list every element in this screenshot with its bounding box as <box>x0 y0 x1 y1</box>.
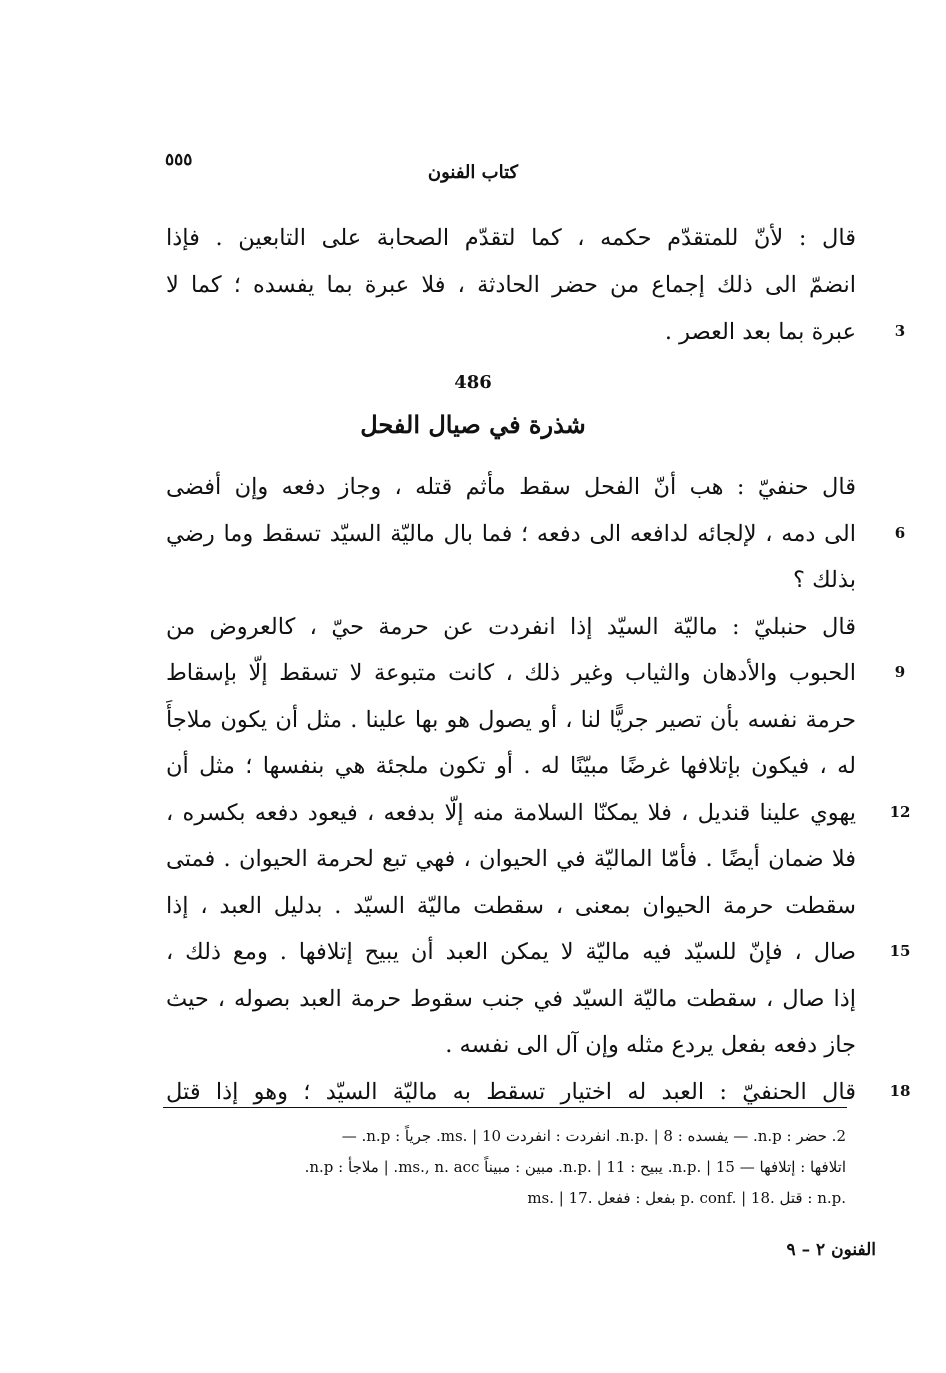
footnote-line: اتلافها : إتلافها — n.p. | 15. يبيح : n.p. | 11. مبين : مبيناً ms., n. acc. | ملاجأ : n.p. <box>304 1158 846 1176</box>
text-line: له ، فيكون بإتلافها غرضًا مبيّنًا له . أو تكون ملجئة هي بنفسها ؛ مثل أن <box>166 753 856 779</box>
footnote-line: 2. حضر : n.p. — يفسده : n.p. | 8. انفردت : انفردت ms. | 10. جرياً : n.p. — <box>341 1127 846 1145</box>
text-line: قال حنفيّ : هب أنّ الفحل سقط مأثم قتله ، وجاز دفعه وإن أفضى <box>166 474 856 500</box>
line-number: 15 <box>889 942 911 960</box>
footnote-rule <box>163 1107 847 1108</box>
text-line: قال حنبليّ : ماليّة السيّد إذا انفردت عن حرمة حيّ ، كالعروض من <box>166 613 856 640</box>
text-line: بذلك ؟ <box>793 567 856 593</box>
text-line: الى دمه ، لإلجائه لدافعه الى دفعه ؛ فما بال ماليّة السيّد تسقط وما رضي <box>166 520 856 547</box>
text-line: يهوي علينا قنديل ، فلا يمكنّا السلامة منه إلّا بدفعه ، فيعود دفعه بكسره ، <box>166 799 856 826</box>
text-line: انضمّ الى ذلك إجماع من حضر الحادثة ، فلا عبرة بما يفسده ؛ كما لا <box>166 272 856 298</box>
line-number: 9 <box>894 663 906 681</box>
text-line: الحبوب والأدهان والثياب وغير ذلك ، كانت متبوعة لا تسقط إلّا بإسقاط <box>166 660 856 686</box>
text-line: عبرة بما بعد العصر . <box>664 319 856 345</box>
footnote-line: ms. | 17. بفعل : ففعل p. conf. | 18. قتل : n.p. <box>527 1189 846 1207</box>
line-number: 12 <box>889 802 911 821</box>
text-line: جاز دفعه بفعل يردع مثله وإن آل الى نفسه . <box>445 1032 856 1058</box>
line-number: 6 <box>894 523 906 542</box>
section-heading: شذرة في صيال الفحل <box>360 410 586 439</box>
running-title: كتاب الفنون <box>427 162 519 183</box>
text-line: حرمة نفسه بأن تصير جريًّا لنا ، أو يصول هو بها علينا . مثل أن يكون ملاجأً <box>166 706 856 733</box>
line-number: 18 <box>889 1081 911 1100</box>
text-line: سقطت حرمة الحيوان بمعنى ، سقطت ماليّة السيّد . بدليل العبد ، إذا <box>166 892 856 919</box>
text-line: فلا ضمان أيضًا . فأمّا الماليّة في الحيوان ، فهي تبع لحرمة الحيوان . فمتى <box>166 846 856 872</box>
text-line: إذا صال ، سقطت ماليّة السيّد في جنب سقوط حرمة العبد بصوله ، حيث <box>166 985 856 1012</box>
line-number: 3 <box>894 322 906 340</box>
text-line: قال الحنفيّ : العبد له اختيار تسقط به ماليّة السيّد ؛ وهو إذا قتل <box>166 1078 856 1105</box>
page-number: ٥٥٥ <box>165 150 193 170</box>
section-number: 486 <box>454 372 492 393</box>
text-line: قال : لأنّ للمتقدّم حكمه ، كما لتقدّم الصحابة على التابعين . فإذا <box>166 225 856 251</box>
text-line: صال ، فإنّ للسيّد فيه ماليّة لا يمكن العبد أن يبيح إتلافها . ومع ذلك ، <box>166 939 856 965</box>
signature-mark: الفنون ٢ – ٩ <box>786 1240 876 1260</box>
